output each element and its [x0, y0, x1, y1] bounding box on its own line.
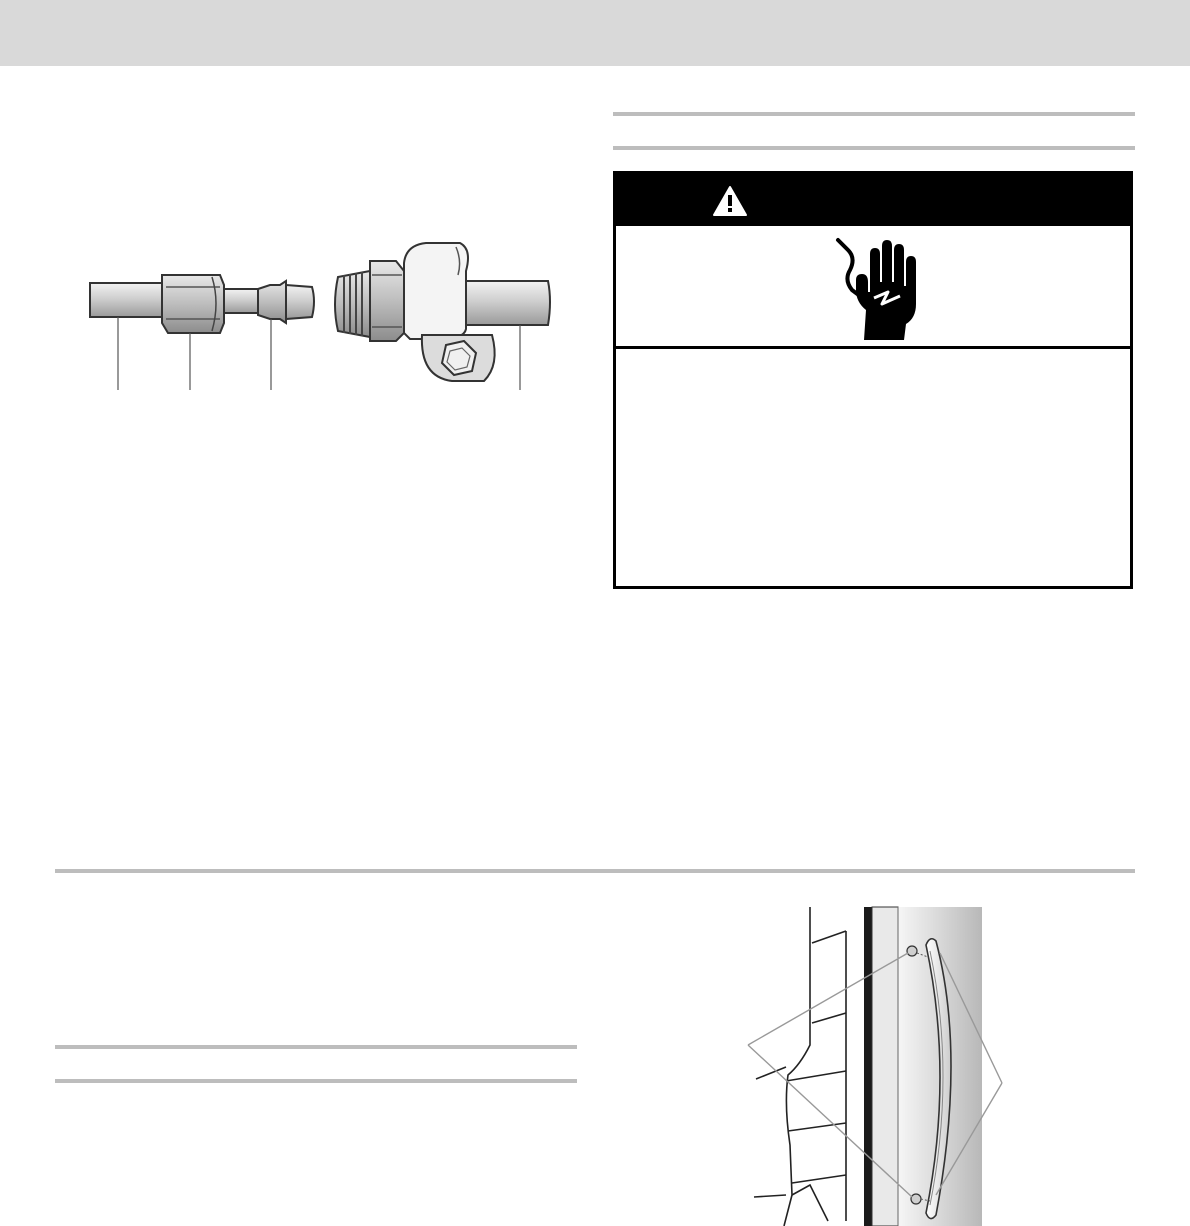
warning-pictogram-row	[616, 226, 1130, 349]
alert-triangle-icon	[712, 185, 748, 217]
electrical-shock-hand-icon	[826, 232, 926, 342]
warning-box	[613, 171, 1133, 589]
subsection-rule	[55, 1045, 577, 1049]
compression-nut-icon	[162, 275, 224, 333]
warning-body	[616, 349, 1130, 586]
refrigerator-door-icon	[754, 907, 846, 1226]
section-rule	[55, 869, 1135, 873]
section-rule	[613, 112, 1135, 116]
subsection-rule	[55, 1079, 577, 1083]
bolt-icon	[422, 335, 495, 381]
ferrule-icon	[258, 281, 314, 323]
tubing-icon	[90, 283, 170, 317]
door-edge	[864, 907, 872, 1226]
pipe-icon	[466, 281, 550, 325]
water-line-fitting-illustration	[80, 235, 560, 395]
warning-header	[616, 174, 1130, 226]
door-handle-illustration	[740, 905, 1020, 1226]
page-header-band	[0, 0, 1190, 66]
valve-clamp-icon	[404, 243, 468, 339]
section-rule	[613, 146, 1135, 150]
shutoff-valve-fitting-icon	[335, 261, 404, 341]
